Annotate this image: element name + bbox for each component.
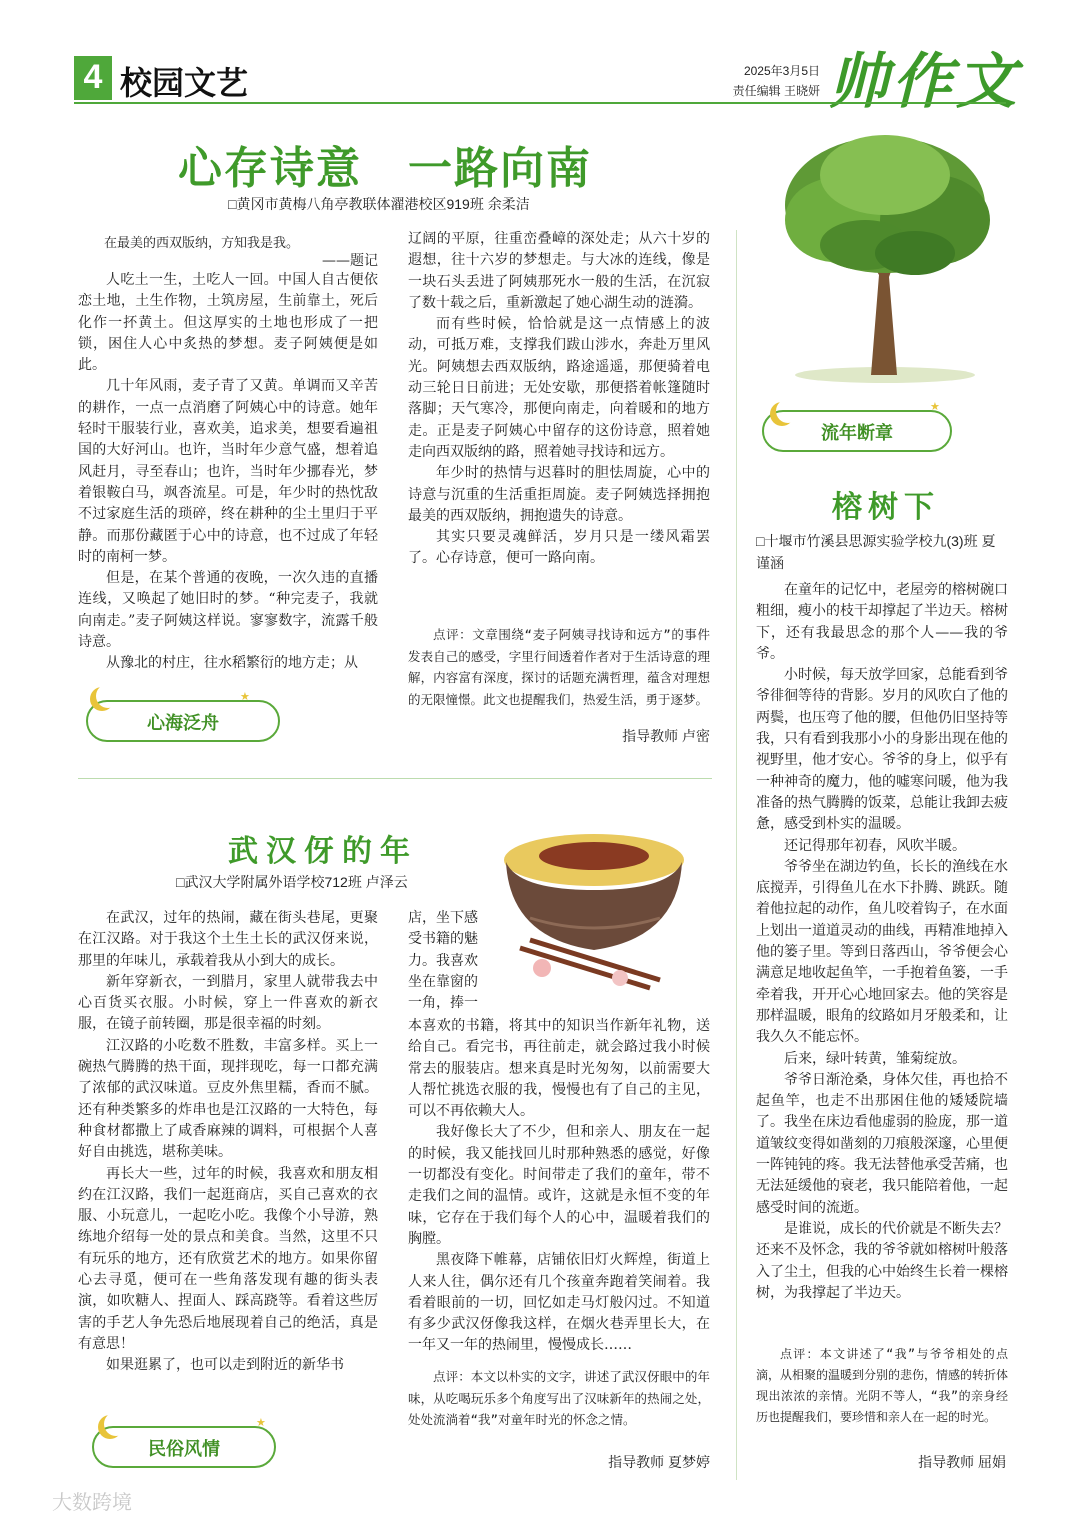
moon-icon [104, 1412, 128, 1436]
editor-credit: 责任编辑 王晓妍 [732, 84, 820, 98]
paragraph: 如果逛累了，也可以走到附近的新华书 [106, 1357, 344, 1374]
noodle-bowl-illustration [500, 828, 710, 1008]
paragraph: 还记得那年初春，风吹半暖。 [784, 837, 966, 854]
article3-comment: 点评：本文讲述了“我”与爷爷相处的点滴，从相聚的温暖到分别的悲伤，情感的转折体现出浓浓的亲情。光阴不等人，“我”的亲身经历也提醒我们，要珍惜和亲人在一起的时光。 [756, 1347, 1009, 1424]
text-line: 力。我喜欢 [408, 952, 478, 969]
article1-comment: 点评：文章围绕“麦子阿姨寻找诗和远方”的事件发表自己的感受，字里行间透着作者对于生活诗意的理解，内容富有深度，探讨的话题充满哲理，蕴含对理想的无限憧憬。此文也提醒我们，热爱生活，勇于逐梦。 [408, 627, 710, 707]
paragraph: 几十年风雨，麦子青了又黄。单调而又辛苦的耕作，一点一点消磨了阿姨心中的诗意。她年轻时干服装行业，喜欢美，追求美，想要看遍祖国的大好河山。也许，当时年少意气盛，想着追风赶月，寻至春山；也许，当时年少挪春光，梦着银鞍白马，飒沓流星。可是，年少时的热忱敌不过家庭生活的琐碎，终在耕种的尘土里归于平静。而那份藏匿于心中的诗意，也不过成了年轻时的南柯一梦。 [78, 378, 378, 565]
label-time-text: 流年断章 [821, 423, 893, 443]
text-line: 坐在靠窗的 [408, 973, 478, 990]
label-folk-text: 民俗风情 [148, 1439, 220, 1459]
paragraph: 小时候，每天放学回家，总能看到爷爷徘徊等待的背影。岁月的风吹白了他的两鬓，也压弯了他的腰，但他仍旧坚持等我，只有看到我那小小的身影出现在他的视野里，他才安心。爷爷的身上，似乎有一种神奇的魔力，他的嘘寒问暖，他为我准备的热气腾腾的饭菜，总能让我卸去疲惫，感受到朴实的温暖。 [756, 667, 1008, 833]
article1-teacher: 指导教师 卢密 [622, 728, 710, 744]
article3-byline: □十堰市竹溪县思源实验学校九(3)班 夏谨涵 [756, 533, 996, 571]
divider [78, 778, 712, 779]
paragraph: 爷爷坐在湖边钓鱼，长长的渔线在水底搅弄，引得鱼儿在水下扑腾、跳跃。随着他拉起的动作，鱼儿咬着钩子，在水面上划出一道道灵动的曲线，再精准地掉入他的篓子里。等到日落西山，爷爷便会心满意足地收起鱼竿，一手抱着鱼篓，一手牵着我，开开心心地回家去。他的笑容是那样温暖，眼角的纹路如月牙般柔和，让我久久不能忘怀。 [756, 858, 1008, 1046]
article1-byline: □黄冈市黄梅八角亭教联体濯港校区919班 余柔洁 [228, 196, 530, 212]
label-mind-text: 心海泛舟 [147, 713, 219, 733]
article2-byline: □武汉大学附属外语学校712班 卢泽云 [176, 874, 408, 890]
masthead: 帅作文 [828, 47, 1020, 117]
article2-comment: 点评：本文以朴实的文字，讲述了武汉伢眼中的年味，从吃喝玩乐多个角度写出了汉味新年的热闹之处，处处流淌着“我”对童年时光的怀念之情。 [408, 1369, 710, 1427]
issue-date: 2025年3月5日 [743, 64, 820, 78]
star-icon: ★ [930, 400, 940, 413]
paragraph: 是谁说，成长的代价就是不断失去？还来不及怀念，我的爷爷就如榕树叶般落入了尘土，但我的心中始终生长着一棵榕树，为我撑起了半边天。 [756, 1220, 1008, 1301]
text-line: 受书籍的魅 [408, 931, 478, 948]
article3-body [756, 580, 1008, 1304]
paragraph: 但是，在某个普通的夜晚，一次久违的直播连线，又唤起了她旧时的梦。“种完麦子，我就向南走。”麦子阿姨这样说。寥寥数字，流露千般诗意。 [78, 570, 378, 651]
article1-column1 [78, 270, 378, 675]
article2-title: 武汉伢的年 [228, 834, 418, 869]
column-divider [736, 230, 737, 1480]
paragraph: 江汉路的小吃数不胜数，丰富多样。买上一碗热气腾腾的热干面，现拌现吃，每一口都充满了浓郁的武汉味道。豆皮外焦里糯，香而不腻。还有种类繁多的炸串也是江汉路的一大特色，每种食材都撒上了咸香麻辣的调料，可根据个人喜好自由挑选，堪称美味。 [78, 1037, 378, 1161]
page-number: 4 [83, 58, 103, 96]
paragraph: 我好像长大了不少，但和亲人、朋友在一起的时候，我又能找回儿时那种熟悉的感觉，好像一切都没有变化。时间带走了我们的童年，带不走我们之间的温情。或许，这就是永恒不变的年味，它存在于我们每个人的心中，温暖着我们的胸膛。 [408, 1124, 710, 1247]
paragraph: 从豫北的村庄，往水稻繁衍的地方走；从 [106, 655, 358, 672]
paragraph: 新年穿新衣，一到腊月，家里人就带我去中心百货买衣服。小时候，穿上一件喜欢的新衣服，在镜子前转圈，那是很幸福的时刻。 [78, 973, 378, 1033]
watermark: 大数跨境 [52, 1492, 132, 1514]
article1-column2 [408, 229, 710, 570]
article2-column2-top [408, 908, 508, 1014]
moon-icon [96, 684, 120, 708]
paragraph: 而有些时候，恰恰就是这一点情感上的波动，可抵万难，支撑我们跋山涉水，奔赴万里风光。阿姨想去西双版纳，路途遥遥，那便骑着电动三轮日日前进；无处安歇，那便搭着帐篷随时落脚；天气寒冷，那便向南走，向着暖和的地方走。正是麦子阿姨心中留存的这份诗意，照着她走向西双版纳的路，照着她寻找诗和远方。 [408, 316, 710, 460]
paragraph: 其实只要灵魂鲜活，岁月只是一缕风霜罢了。心存诗意，便可一路向南。 [408, 529, 710, 567]
star-icon: ★ [240, 690, 250, 703]
article2-column2 [408, 1016, 710, 1357]
paragraph: 人吃土一生，土吃人一回。中国人自古便依恋土地，土生作物，土筑房屋，生前靠土，死后化作一抔黄土。但这厚实的土地也形成了一把锁，困住人心中炙热的梦想。麦子阿姨便是如此。 [78, 272, 378, 374]
paragraph: 再长大一些，过年的时候，我喜欢和朋友相约在江汉路，我们一起逛商店，买自己喜欢的衣服、小玩意儿，一起吃小吃。我像个小导游，熟练地介绍每一处的景点和美食。当然，这里不只有玩乐的地方，还有欣赏艺术的地方。如果你留心去寻觅，便可在一些角落发现有趣的街头表演，如吹糖人、捏面人、踩高跷等。看着这些厉害的手艺人争先恐后地展现着自己的绝活，真是有意思！ [78, 1165, 378, 1352]
header-rule [74, 102, 1006, 104]
moon-icon [776, 399, 800, 423]
article2-column1 [78, 908, 378, 1377]
text-line: 店，坐下感 [408, 910, 478, 926]
page-number-badge [74, 56, 112, 100]
label-mind [86, 700, 280, 742]
paragraph: 爷爷日渐沧桑，身体欠佳，再也拾不起鱼竿，也走不出那困住他的矮矮院墙了。我坐在床边看他虚弱的脸庞，那一道道皱纹变得如凿刻的刀痕般深邃，心里便一阵钝钝的疼。我无法替他承受苦痛，也无法延缓他的衰老，我只能陪着他，一起感受时间的流逝。 [756, 1071, 1008, 1216]
paragraph: 后来，绿叶转黄，雏菊绽放。 [784, 1050, 966, 1067]
tree-illustration [775, 125, 995, 387]
star-icon: ★ [256, 1416, 266, 1429]
paragraph: 在童年的记忆中，老屋旁的榕树碗口粗细，瘦小的枝干却撑起了半边天。榕树下，还有我最思念的那个人——我的爷爷。 [756, 582, 1008, 662]
article2-teacher: 指导教师 夏梦婷 [608, 1454, 710, 1470]
paragraph: 辽阔的平原，往重峦叠嶂的深处走；从六十岁的遐想，往十六岁的梦想走。与大冰的连线，像是一块石头丢进了阿姨那死水一般的生活，在沉寂了数十载之后，重新激起了她心湖生动的涟漪。 [408, 231, 710, 311]
section-title: 校园文艺 [120, 65, 249, 101]
article1-title: 心存诗意 一路向南 [178, 143, 592, 194]
article3-title: 榕树下 [832, 490, 940, 525]
paragraph: 在武汉，过年的热闹，藏在街头巷尾，更聚在江汉路。对于我这个土生土长的武汉伢来说，那里的年味儿，承载着我从小到大的成长。 [78, 910, 378, 969]
article1-epigraph: 在最美的西双版纳，方知我是我。 [104, 236, 300, 251]
text-line: 一角，捧一 [408, 995, 478, 1012]
paragraph: 黑夜降下帷幕，店铺依旧灯火辉煌，街道上人来人往，偶尔还有几个孩童奔跑着笑闹着。我看着眼前的一切，回忆如走马灯般闪过。不知道有多少武汉伢像我这样，在烟火巷弄里长大，在一年又一年的热闹里，慢慢成长…… [408, 1252, 710, 1354]
article1-epigraph-source: ——题记 [322, 253, 378, 269]
article3-teacher: 指导教师 屈娟 [918, 1454, 1006, 1470]
paragraph: 年少时的热情与迟暮时的胆怯周旋，心中的诗意与沉重的生活重拒周旋。麦子阿姨选择拥抱最美的西双版纳，拥抱遗失的诗意。 [408, 465, 710, 524]
paragraph: 本喜欢的书籍，将其中的知识当作新年礼物，送给自己。看完书，再往前走，就会路过我小时候常去的服装店。想来真是时光匆匆，以前需要大人帮忙挑选衣服的我，慢慢也有了自己的主见，可以不再依赖大人。 [408, 1018, 710, 1120]
